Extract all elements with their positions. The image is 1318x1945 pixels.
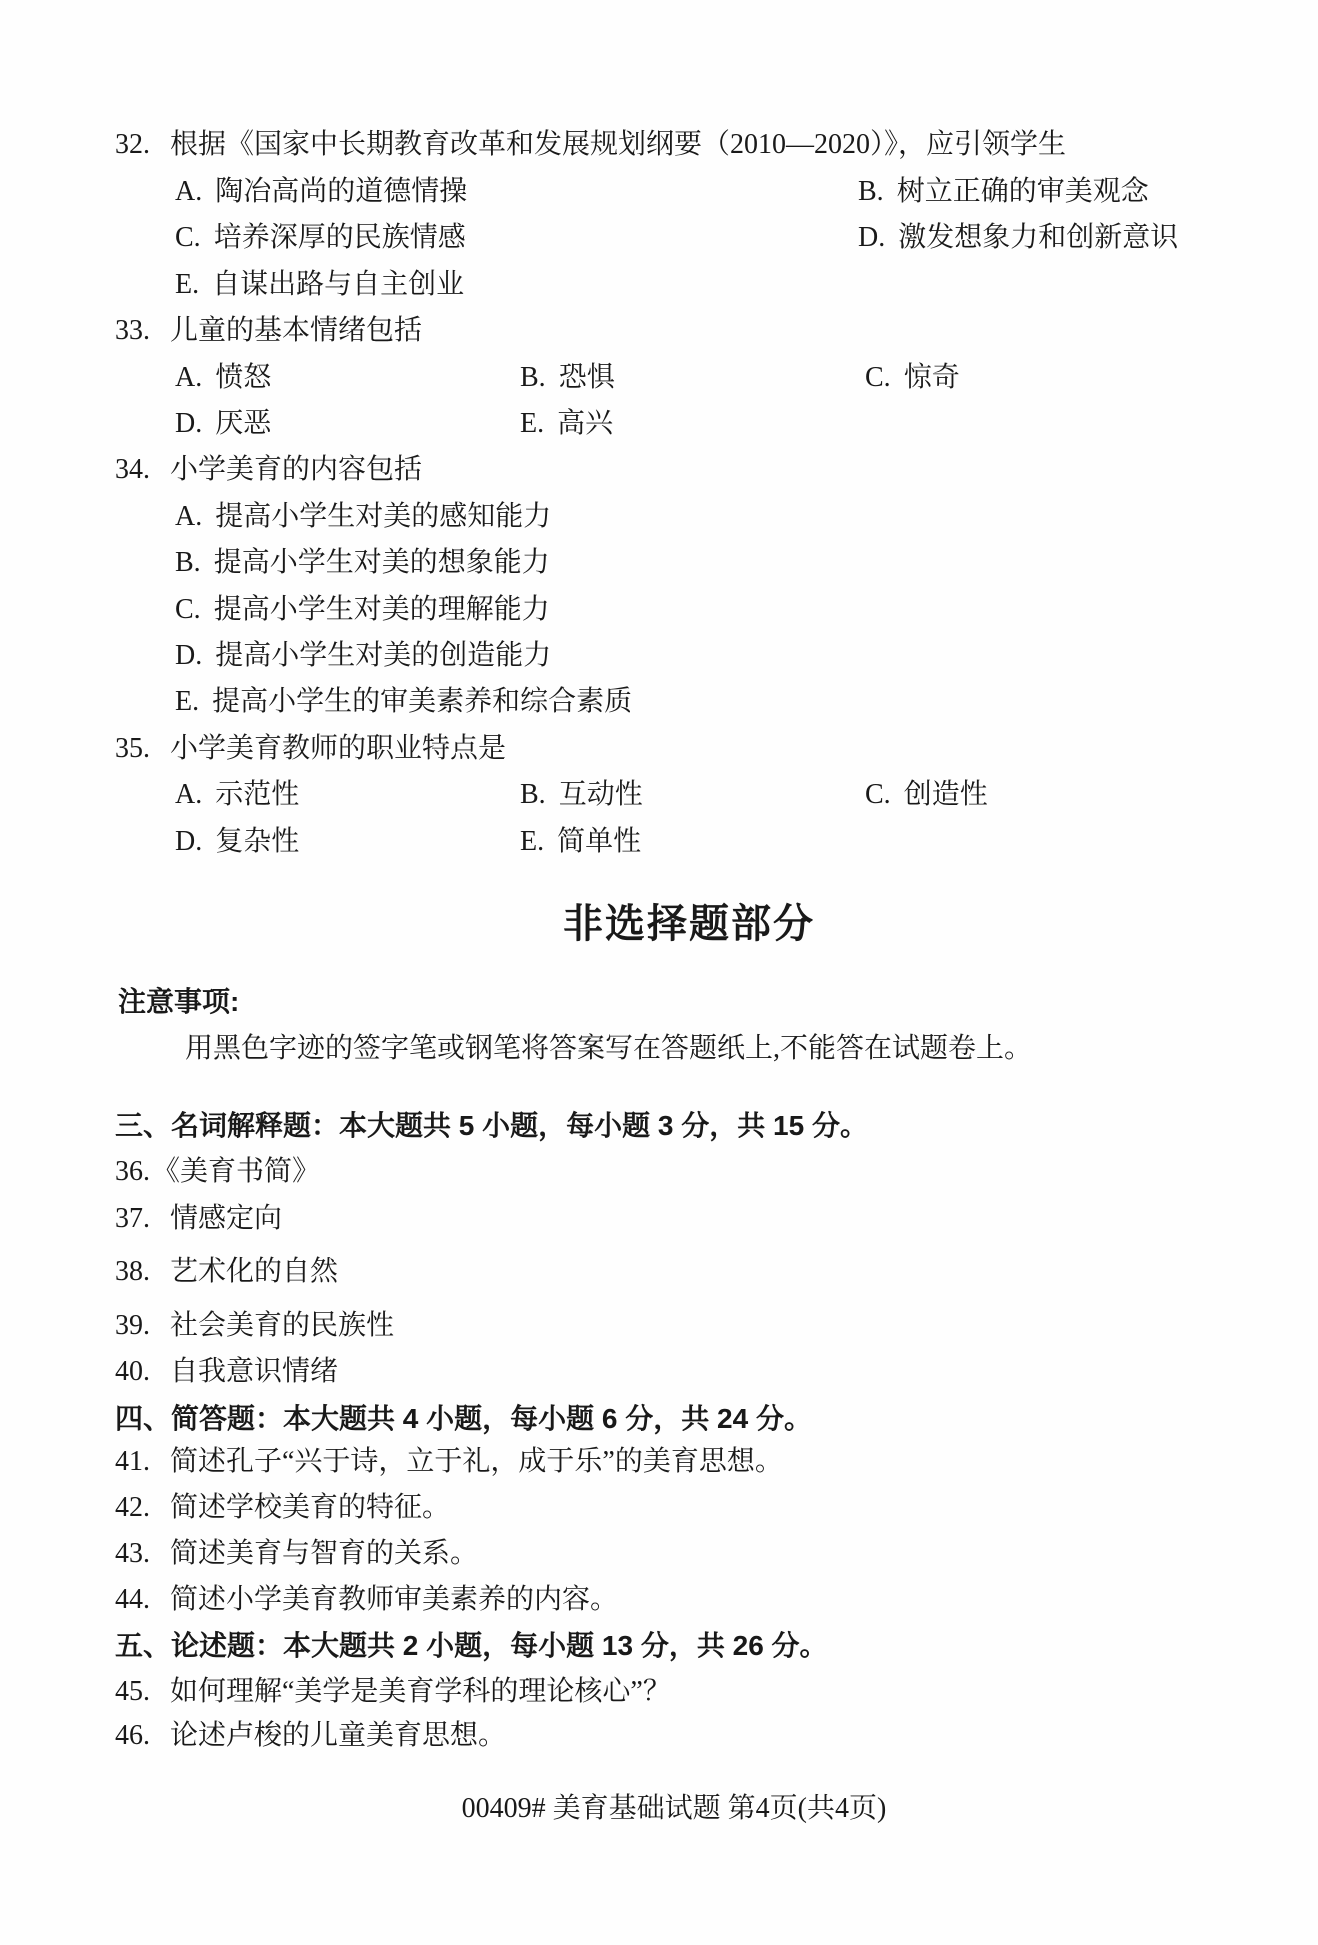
- item-43-number: 43.: [115, 1538, 150, 1569]
- option-35-a-letter: A.: [175, 779, 203, 810]
- item-45-number: 45.: [115, 1676, 150, 1707]
- option-33-c-letter: C.: [865, 362, 891, 393]
- notice-label: 注意事项:: [118, 986, 240, 1017]
- option-32-d: [858, 215, 1178, 261]
- item-43-row: [0, 1531, 1318, 1577]
- question-35: [0, 726, 1318, 772]
- option-34-c-letter: C.: [175, 594, 201, 625]
- option-35-c: [865, 772, 988, 818]
- item-36-text: 《美育书简》: [152, 1156, 321, 1187]
- option-35-c-letter: C.: [865, 779, 891, 810]
- item-39-row: [0, 1303, 1318, 1349]
- option-35-b-letter: B.: [520, 779, 546, 810]
- section-3-header: 三、名词解释题：本大题共 5 小题，每小题 3 分，共 15 分。: [115, 1110, 868, 1141]
- option-34-e: [175, 679, 632, 725]
- question-34-text: 小学美育的内容包括: [170, 454, 423, 485]
- item-37-row: [0, 1196, 1318, 1242]
- item-45-row: [0, 1669, 1318, 1715]
- option-33-d-text: 厌恶: [215, 408, 272, 439]
- question-35-options-row-2: [0, 819, 1318, 865]
- question-34-option-a-row: [0, 494, 1318, 540]
- option-32-d-text: 激发想象力和创新意识: [898, 222, 1179, 253]
- question-34: [0, 447, 1318, 493]
- question-34-option-b-row: [0, 540, 1318, 586]
- option-34-b: [175, 540, 550, 586]
- option-34-e-text: 提高小学生的审美素养和综合素质: [212, 686, 633, 717]
- notice-text-row: [0, 1026, 1318, 1072]
- item-46-text: 论述卢梭的儿童美育思想。: [170, 1720, 507, 1751]
- option-35-b-text: 互动性: [558, 779, 643, 810]
- option-32-a: [175, 169, 467, 215]
- item-36-number: 36.: [115, 1156, 150, 1187]
- item-40-row: [0, 1349, 1318, 1395]
- option-33-d: [175, 401, 271, 447]
- item-44-number: 44.: [115, 1584, 150, 1615]
- option-35-e: [520, 819, 641, 865]
- option-32-b-text: 树立正确的审美观念: [896, 176, 1149, 207]
- option-33-e-letter: E.: [520, 408, 545, 439]
- option-32-e-letter: E.: [175, 269, 200, 300]
- option-33-e: [520, 401, 613, 447]
- option-33-a: [175, 355, 271, 401]
- option-34-d: [175, 633, 551, 679]
- item-36-row: [0, 1149, 1318, 1195]
- option-32-c-text: 培养深厚的民族情感: [213, 222, 466, 253]
- item-44-row: [0, 1577, 1318, 1623]
- item-39-number: 39.: [115, 1310, 150, 1341]
- item-40-number: 40.: [115, 1356, 150, 1387]
- option-34-d-text: 提高小学生对美的创造能力: [215, 640, 552, 671]
- option-35-d-text: 复杂性: [215, 826, 300, 857]
- option-34-a-text: 提高小学生对美的感知能力: [215, 501, 552, 532]
- option-34-b-text: 提高小学生对美的想象能力: [213, 547, 550, 578]
- section-4-header: 四、简答题：本大题共 4 小题，每小题 6 分，共 24 分。: [115, 1403, 812, 1434]
- item-40-text: 自我意识情绪: [170, 1356, 339, 1387]
- option-33-b: [520, 355, 615, 401]
- question-32-options-row-1: [0, 169, 1318, 215]
- option-32-a-letter: A.: [175, 176, 203, 207]
- question-32-options-row-3: [0, 262, 1318, 308]
- notice-text: 用黑色字迹的签字笔或钢笔将答案写在答题纸上,不能答在试题卷上。: [185, 1033, 1033, 1064]
- question-35-number: 35.: [115, 733, 150, 764]
- item-42-text: 简述学校美育的特征。: [170, 1492, 451, 1523]
- item-46-row: [0, 1713, 1318, 1759]
- option-35-e-letter: E.: [520, 826, 545, 857]
- item-37-text: 情感定向: [170, 1203, 283, 1234]
- question-33-options-row-2: [0, 401, 1318, 447]
- option-33-c: [865, 355, 960, 401]
- option-35-c-text: 创造性: [903, 779, 988, 810]
- item-38-row: [0, 1249, 1318, 1295]
- question-32-number: 32.: [115, 129, 150, 160]
- option-32-d-letter: D.: [858, 222, 886, 253]
- option-32-a-text: 陶冶高尚的道德情操: [215, 176, 468, 207]
- option-35-a: [175, 772, 299, 818]
- option-34-e-letter: E.: [175, 686, 200, 717]
- item-41-row: [0, 1439, 1318, 1485]
- question-35-text: 小学美育教师的职业特点是: [170, 733, 507, 764]
- option-34-c-text: 提高小学生对美的理解能力: [213, 594, 550, 625]
- option-33-a-text: 愤怒: [215, 362, 272, 393]
- question-34-number: 34.: [115, 454, 150, 485]
- option-34-a-letter: A.: [175, 501, 203, 532]
- section-3-header-row: [0, 1103, 1318, 1149]
- question-32-text: 根据《国家中长期教育改革和发展规划纲要（2010—2020）》，应引领学生: [170, 129, 1067, 160]
- item-43-text: 简述美育与智育的关系。: [170, 1538, 479, 1569]
- option-32-e-text: 自谋出路与自主创业: [212, 269, 465, 300]
- section-5-header: 五、论述题：本大题共 2 小题，每小题 13 分，共 26 分。: [115, 1630, 828, 1661]
- option-35-a-text: 示范性: [215, 779, 300, 810]
- section-4-header-row: [0, 1396, 1318, 1442]
- question-33-number: 33.: [115, 315, 150, 346]
- option-33-b-letter: B.: [520, 362, 546, 393]
- question-34-option-e-row: [0, 679, 1318, 725]
- option-33-a-letter: A.: [175, 362, 203, 393]
- option-32-b-letter: B.: [858, 176, 884, 207]
- question-33-text: 儿童的基本情绪包括: [170, 315, 423, 346]
- item-38-number: 38.: [115, 1256, 150, 1287]
- item-39-text: 社会美育的民族性: [170, 1310, 395, 1341]
- notice-row: [0, 979, 1318, 1025]
- option-34-d-letter: D.: [175, 640, 203, 671]
- question-34-option-c-row: [0, 587, 1318, 633]
- option-34-b-letter: B.: [175, 547, 201, 578]
- section-5-header-row: [0, 1623, 1318, 1669]
- item-44-text: 简述小学美育教师审美素养的内容。: [170, 1584, 619, 1615]
- option-32-c: [175, 215, 466, 261]
- question-33-options-row-1: [0, 355, 1318, 401]
- option-32-c-letter: C.: [175, 222, 201, 253]
- item-38-text: 艺术化的自然: [170, 1256, 339, 1287]
- option-35-e-text: 简单性: [557, 826, 642, 857]
- question-32-options-row-2: [0, 215, 1318, 261]
- item-42-number: 42.: [115, 1492, 150, 1523]
- option-35-d-letter: D.: [175, 826, 203, 857]
- page-footer: 00409# 美育基础试题 第4页(共4页): [461, 1793, 887, 1824]
- option-35-d: [175, 819, 299, 865]
- question-35-options-row-1: [0, 772, 1318, 818]
- option-34-c: [175, 587, 550, 633]
- item-46-number: 46.: [115, 1720, 150, 1751]
- option-33-e-text: 高兴: [557, 408, 614, 439]
- option-32-b: [858, 169, 1149, 215]
- option-33-c-text: 惊奇: [903, 362, 960, 393]
- question-33: [0, 308, 1318, 354]
- question-34-option-d-row: [0, 633, 1318, 679]
- item-37-number: 37.: [115, 1203, 150, 1234]
- item-41-text: 简述孔子“兴于诗，立于礼，成于乐”的美育思想。: [170, 1446, 783, 1477]
- option-34-a: [175, 494, 551, 540]
- option-33-d-letter: D.: [175, 408, 203, 439]
- non-choice-section-heading: 非选择题部分: [563, 902, 815, 946]
- option-35-b: [520, 772, 643, 818]
- item-41-number: 41.: [115, 1446, 150, 1477]
- question-32: [0, 122, 1318, 168]
- item-42-row: [0, 1485, 1318, 1531]
- option-32-e: [175, 262, 464, 308]
- item-45-text: 如何理解“美学是美育学科的理论核心”？: [170, 1676, 671, 1707]
- option-33-b-text: 恐惧: [558, 362, 615, 393]
